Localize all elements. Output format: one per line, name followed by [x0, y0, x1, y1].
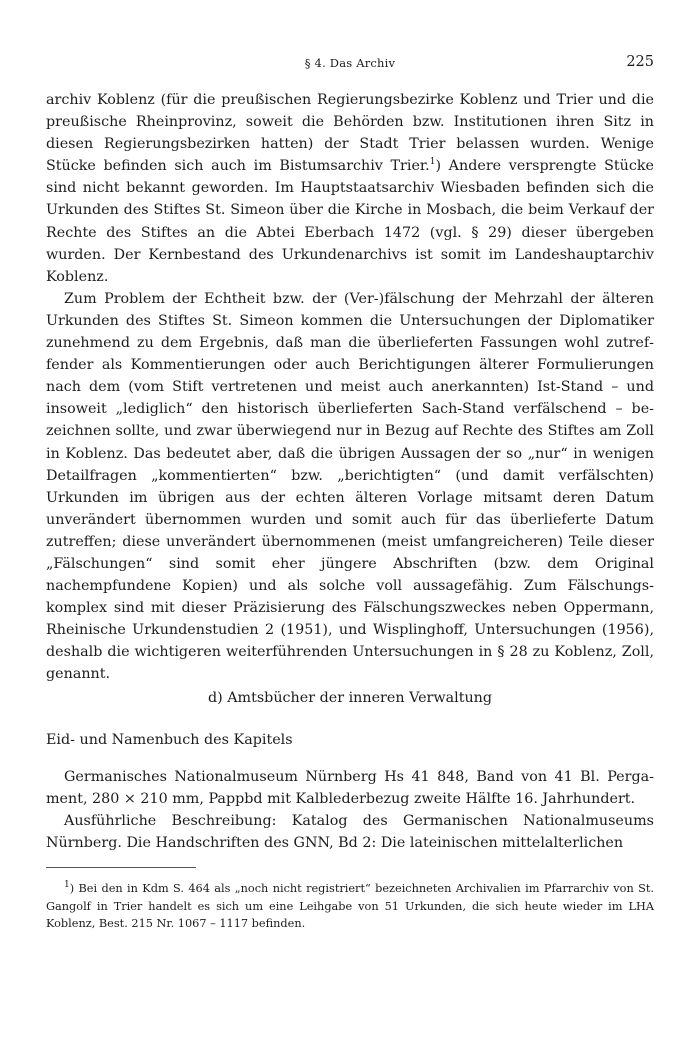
- section-heading: d) Amtsbücher der inneren Verwaltung: [207, 690, 493, 706]
- footnote-text-block: [46, 880, 654, 933]
- paragraph-manuscript: Germanisches Nationalmuseum Nürnberg Hs 41 848, Band von 41 Bl. Pergament, 280 × 210 mm, Pappbd mit Kalblederbezug zweite Hälfte 16. Jahrhundert.: [46, 769, 654, 808]
- footnote-mark: 1: [64, 880, 70, 891]
- main-text-continued: [46, 766, 654, 854]
- footnote: [46, 880, 654, 933]
- footnote-reference: 1: [429, 157, 436, 168]
- page-header: [46, 54, 654, 76]
- footnote-text: ) Bei den in Kdm S. 464 als „noch nicht registriert“ bezeichneten Archivalien im Pfarrarchiv von St. Gangolf in Trier handelt es sich um eine Leihgabe von 51 Urkunden, die sich heute wieder im LHA Koblenz, Best. 215 Nr. 1067 – 1117 befinden.: [46, 882, 654, 930]
- paragraph-text: archiv Koblenz (für die preußischen Regierungsbezirke Koblenz und Trier und die preußische Rheinprovinz, soweit die Behörden bzw. Institutionen ihren Sitz in diesen Regierungsbezirken hatten) der Stadt Trier belassen wurden. Wenige Stücke befinden sich auch im Bistumsarchiv Trier.: [46, 92, 654, 175]
- subheading: Eid- und Namenbuch des Kapitels: [46, 732, 293, 748]
- paragraph-archiv: [46, 89, 654, 288]
- paragraph-description: Ausführliche Beschreibung: Katalog des Germanischen Nationalmuseums Nürnberg. Die Handschriften des GNN, Bd 2: Die lateinischen mittelalterlichen: [46, 813, 654, 852]
- paragraph-text-continued: ) Andere versprengte Stücke sind nicht bekannt geworden. Im Hauptstaatsarchiv Wiesbaden befinden sich die Urkunden des Stiftes St. Simeon über die Kirche in Mosbach, die beim Verkauf der Rechte des Stiftes an die Abtei Eberbach 1472 (vgl. § 29) dieser übergeben wurden. Der Kernbestand des Urkundenarchivs ist somit im Landeshauptarchiv Koblenz.: [46, 158, 654, 285]
- paragraph-echtheit: Zum Problem der Echtheit bzw. der (Ver-)fälschung der Mehrzahl der älteren Urkunden des Stiftes St. Simeon kommen die Untersuchungen der Diplomatiker zunehmend zu dem Ergebnis, daß man die überlieferten Fassungen wohl zutreffender als Kommentierungen oder auch Berichtigungen älterer Formulierungen nach dem (vom Stift vertretenen und meist auch anerkannten) Ist-Stand – und insoweit „lediglich“ den historisch überlieferten Sach-Stand verfälschend – bezeichnen sollte, und zwar überwiegend nur in Bezug auf Rechte des Stiftes am Zoll in Koblenz. Das bedeutet aber, daß die übrigen Aussagen der so „nur“ in wenigen Detailfragen „kommentierten“ bzw. „berichtigten“ (und damit verfälschten) Urkunden im übrigen aus der echten älteren Vorlage mitsamt deren Datum unverändert übernommen wurden und somit auch für das überlieferte Datum zutreffen; diese unverändert übernommenen (meist umfangreicheren) Teile dieser „Fälschungen“ sind somit eher jüngere Abschriften (bzw. dem Original nachempfundene Kopien) und als solche voll aussagefähig. Zum Fälschungskomplex sind mit dieser Präzisierung des Fälschungszweckes neben Oppermann, Rheinische Urkundenstudien 2 (1951), und Wisplinghoff, Untersuchungen (1956), deshalb die wichtigeren weiterführenden Untersuchungen in § 28 zu Koblenz, Zoll, genannt.: [46, 290, 654, 683]
- footnote-divider: [46, 867, 196, 868]
- running-head: § 4. Das Archiv: [304, 56, 396, 70]
- page-number: 225: [626, 54, 654, 70]
- main-text: [46, 89, 654, 686]
